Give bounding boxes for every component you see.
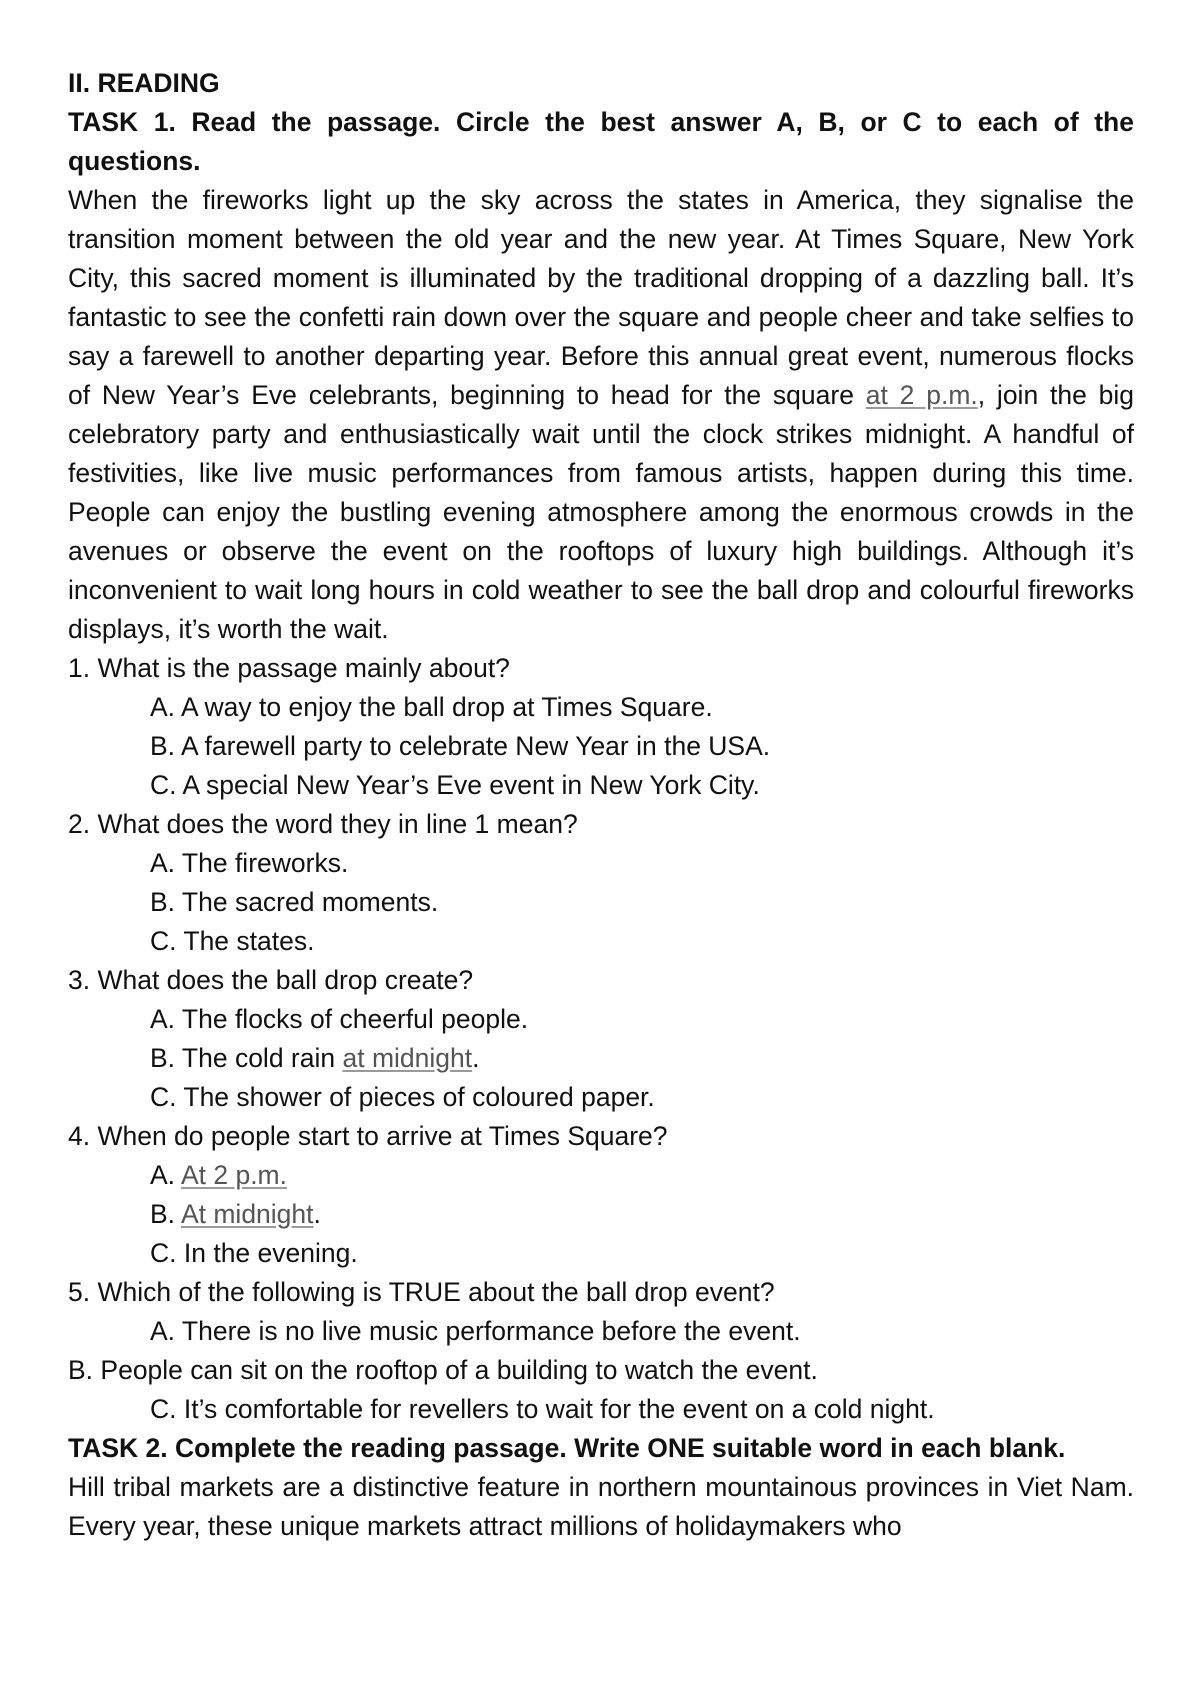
passage-text-part2: , join the big celebratory party and enthusiastically wait until the clock strikes midnight. A handful of festivities, like live music performances from famous artists, happen during this time. People can enjoy the bustling evening atmosphere among the enormous crowds in the avenues or observe the event on the rooftops of luxury high buildings. Although it’s inconvenient to wait long hours in cold weather to see the ball drop and colourful fireworks displays, it’s worth the wait.	[68, 380, 1134, 644]
task2-passage: Hill tribal markets are a distinctive feature in northern mountainous provinces in Viet Nam. Every year, these unique markets attract millions of holidaymakers who	[68, 1472, 1134, 1541]
section-title: II. READING	[68, 68, 220, 98]
question-4: 4. When do people start to arrive at Times Square?	[68, 1121, 668, 1151]
q4-option-a-letter: A.	[150, 1160, 181, 1190]
q3-option-a: A. The flocks of cheerful people.	[150, 1004, 529, 1034]
q3-option-b	[68, 1039, 1134, 1078]
q4-option-b	[68, 1195, 1134, 1234]
task1-instruction: TASK 1. Read the passage. Circle the best answer A, B, or C to each of the questions.	[68, 107, 1134, 176]
q1-option-c: C. A special New Year’s Eve event in New York City.	[150, 770, 760, 800]
q2-option-b: B. The sacred moments.	[150, 887, 439, 917]
question-2: 2. What does the word they in line 1 mean?	[68, 809, 578, 839]
question-5: 5. Which of the following is TRUE about the ball drop event?	[68, 1277, 775, 1307]
q1-option-b: B. A farewell party to celebrate New Year in the USA.	[150, 731, 771, 761]
q5-option-a: A. There is no live music performance before the event.	[150, 1316, 801, 1346]
q2-option-c: C. The states.	[150, 926, 315, 956]
q4-option-a	[68, 1156, 1134, 1195]
q3-option-b-text: B. The cold rain	[150, 1043, 343, 1073]
q5-option-c: C. It’s comfortable for revellers to wait for the event on a cold night.	[150, 1394, 935, 1424]
q1-option-a: A. A way to enjoy the ball drop at Times Square.	[150, 692, 713, 722]
passage-text-part1: When the fireworks light up the sky across the states in America, they signalise the transition moment between the old year and the new year. At Times Square, New York City, this sacred moment is illuminated by the traditional dropping of a dazzling ball. It’s fantastic to see the confetti rain down over the square and people cheer and take selfies to say a farewell to another departing year. Before this annual great event, numerous flocks of New Year’s Eve celebrants, beginning to head for the square	[68, 185, 1134, 410]
q4-option-c: C. In the evening.	[150, 1238, 358, 1268]
q4-option-a-link[interactable]: At 2 p.m.	[180, 1160, 287, 1190]
q3-option-b-end: .	[472, 1043, 480, 1073]
q4-option-b-letter: B.	[150, 1199, 181, 1229]
q3-option-b-link[interactable]: at midnight	[342, 1043, 473, 1073]
question-3: 3. What does the ball drop create?	[68, 965, 474, 995]
task2-instruction: TASK 2. Complete the reading passage. Write ONE suitable word in each blank.	[68, 1433, 1066, 1463]
q2-option-a: A. The fireworks.	[150, 848, 349, 878]
q5-option-b: B. People can sit on the rooftop of a building to watch the event.	[68, 1355, 818, 1385]
q4-option-b-end: .	[313, 1199, 321, 1229]
passage-link-2pm[interactable]: at 2 p.m.	[865, 380, 978, 410]
q4-option-b-link[interactable]: At midnight	[180, 1199, 314, 1229]
question-1: 1. What is the passage mainly about?	[68, 653, 510, 683]
q3-option-c: C. The shower of pieces of coloured paper.	[150, 1082, 655, 1112]
task1-passage	[68, 181, 1134, 649]
